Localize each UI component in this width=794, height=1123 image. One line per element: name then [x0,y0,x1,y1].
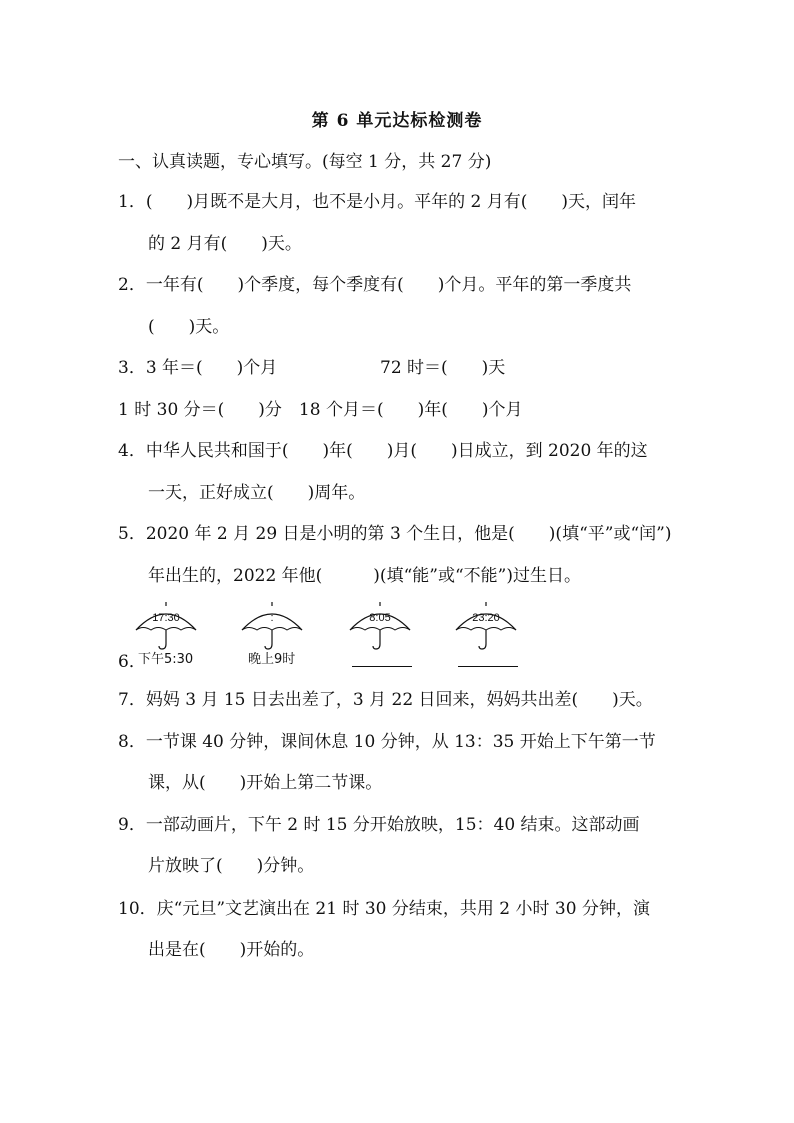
q1-line-1: 1．( )月既不是大月，也不是小月。平年的 2 月有( )天，闰年 [118,192,636,212]
q5-line-1: 5．2020 年 2 月 29 日是小明的第 3 个生日，他是( )(填“平”或“闰”) [118,524,672,544]
umbrella-icon [348,600,428,660]
q3-part-2: 72 时＝( )天 [380,358,506,378]
q1-line-2: 的 2 月有( )天。 [148,234,302,254]
umbrella-label: 晚上9时 [248,652,296,667]
q8-line-2: 课，从( )开始上第二节课。 [148,773,383,793]
umbrella-icon [240,600,320,660]
answer-blank-line [458,666,518,667]
section-heading: 一、认真读题，专心填写。(每空 1 分，共 27 分) [118,152,492,172]
q2-line-1: 2．一年有( )个季度，每个季度有( )个月。平年的第一季度共 [118,275,632,295]
umbrella-time: 23:20 [472,612,500,624]
q4-line-2: 一天，正好成立( )周年。 [148,483,366,503]
umbrella-time: : [270,612,274,624]
page-title: 第 6 单元达标检测卷 [311,111,483,131]
q7-line: 7．妈妈 3 月 15 日去出差了，3 月 22 日回来，妈妈共出差( )天。 [118,690,653,710]
umbrella-icon [454,600,534,660]
q3-line-2: 1 时 30 分＝( )分 18 个月＝( )年( )个月 [118,400,523,420]
q10-line-2: 出是在( )开始的。 [148,940,315,960]
umbrella-icon [134,600,214,660]
q9-line-1: 9．一部动画片，下午 2 时 15 分开始放映，15：40 结束。这部动画 [118,815,640,835]
q6-number: 6． [118,652,146,672]
umbrella-time: 8:05 [369,612,391,624]
q8-line-1: 8．一节课 40 分钟，课间休息 10 分钟，从 13：35 开始上下午第一节 [118,732,656,752]
q3-part-1: 3．3 年＝( )个月 [118,358,278,378]
q5-line-2: 年出生的，2022 年他( )(填“能”或“不能”)过生日。 [148,566,581,586]
answer-blank-line [352,666,412,667]
q9-line-2: 片放映了( )分钟。 [148,856,315,876]
q2-line-2: ( )天。 [148,317,230,337]
umbrella-row [120,600,540,672]
q10-line-1: 10．庆“元旦”文艺演出在 21 时 30 分结束，共用 2 小时 30 分钟，演 [118,899,650,919]
umbrella-time: 17:30 [152,612,180,624]
umbrella-label: 下午5:30 [138,652,194,667]
q4-line-1: 4．中华人民共和国于( )年( )月( )日成立，到 2020 年的这 [118,441,648,461]
